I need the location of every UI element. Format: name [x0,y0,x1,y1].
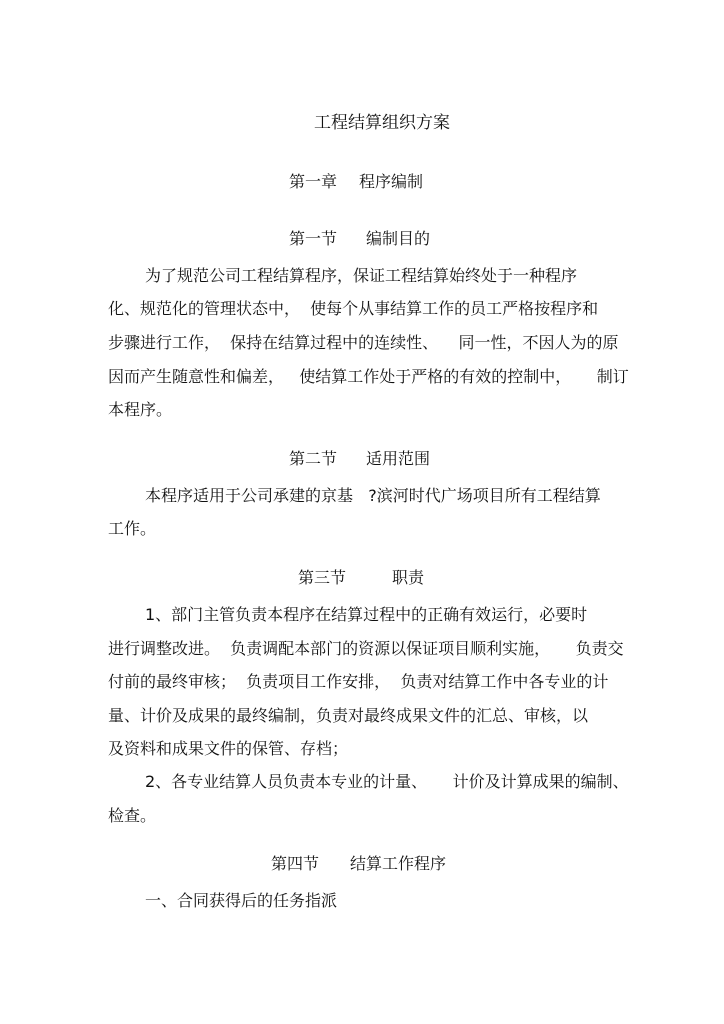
chapter-1-label: 第一章 [289,172,338,191]
section-1-name: 编制目的 [366,229,431,248]
section-4-name: 结算工作程序 [350,854,447,873]
paragraph-line: 工作。 [108,519,157,538]
paragraph-line: 本程序。 [108,400,173,419]
section-4-label: 第四节 [271,854,320,873]
paragraph-line: 步骤进行工作， 保持在结算过程中的连续性、 同一性，不因人为的原 [108,333,619,352]
paragraph-line: 2、各专业结算人员负责本专业的计量、 计价及计算成果的编制、 [145,772,629,791]
paragraph-line: 为了规范公司工程结算程序，保证工程结算始终处于一种程序 [145,266,578,285]
paragraph-line: 检查。 [108,806,157,825]
section-3-name: 职责 [392,568,425,587]
section-2-name: 适用范围 [366,449,431,468]
paragraph-line: 进行调整改进。 负责调配本部门的资源以保证项目顺利实施， 负责交 [108,639,624,658]
paragraph-line: 因而产生随意性和偏差， 使结算工作处于严格的有效的控制中， 制订 [108,367,629,386]
paragraph-line: 一、合同获得后的任务指派 [145,891,338,910]
paragraph-line: 本程序适用于公司承建的京基 ?滨河时代广场项目所有工程结算 [145,486,601,505]
paragraph-line: 量、计价及成果的最终编制，负责对最终成果文件的汇总、审核，以 [108,706,589,725]
paragraph-line: 化、规范化的管理状态中， 使每个从事结算工作的员工严格按程序和 [108,299,599,318]
section-3-label: 第三节 [298,568,347,587]
paragraph-line: 1、部门主管负责本程序在结算过程中的正确有效运行，必要时 [145,605,588,624]
paragraph-line: 付前的最终审核； 负责项目工作安排， 负责对结算工作中各专业的计 [108,672,609,691]
chapter-1-name: 程序编制 [359,172,424,191]
document-title: 工程结算组织方案 [314,113,450,133]
section-1-label: 第一节 [289,229,338,248]
section-2-label: 第二节 [289,449,338,468]
paragraph-line: 及资料和成果文件的保管、存档； [108,739,349,758]
